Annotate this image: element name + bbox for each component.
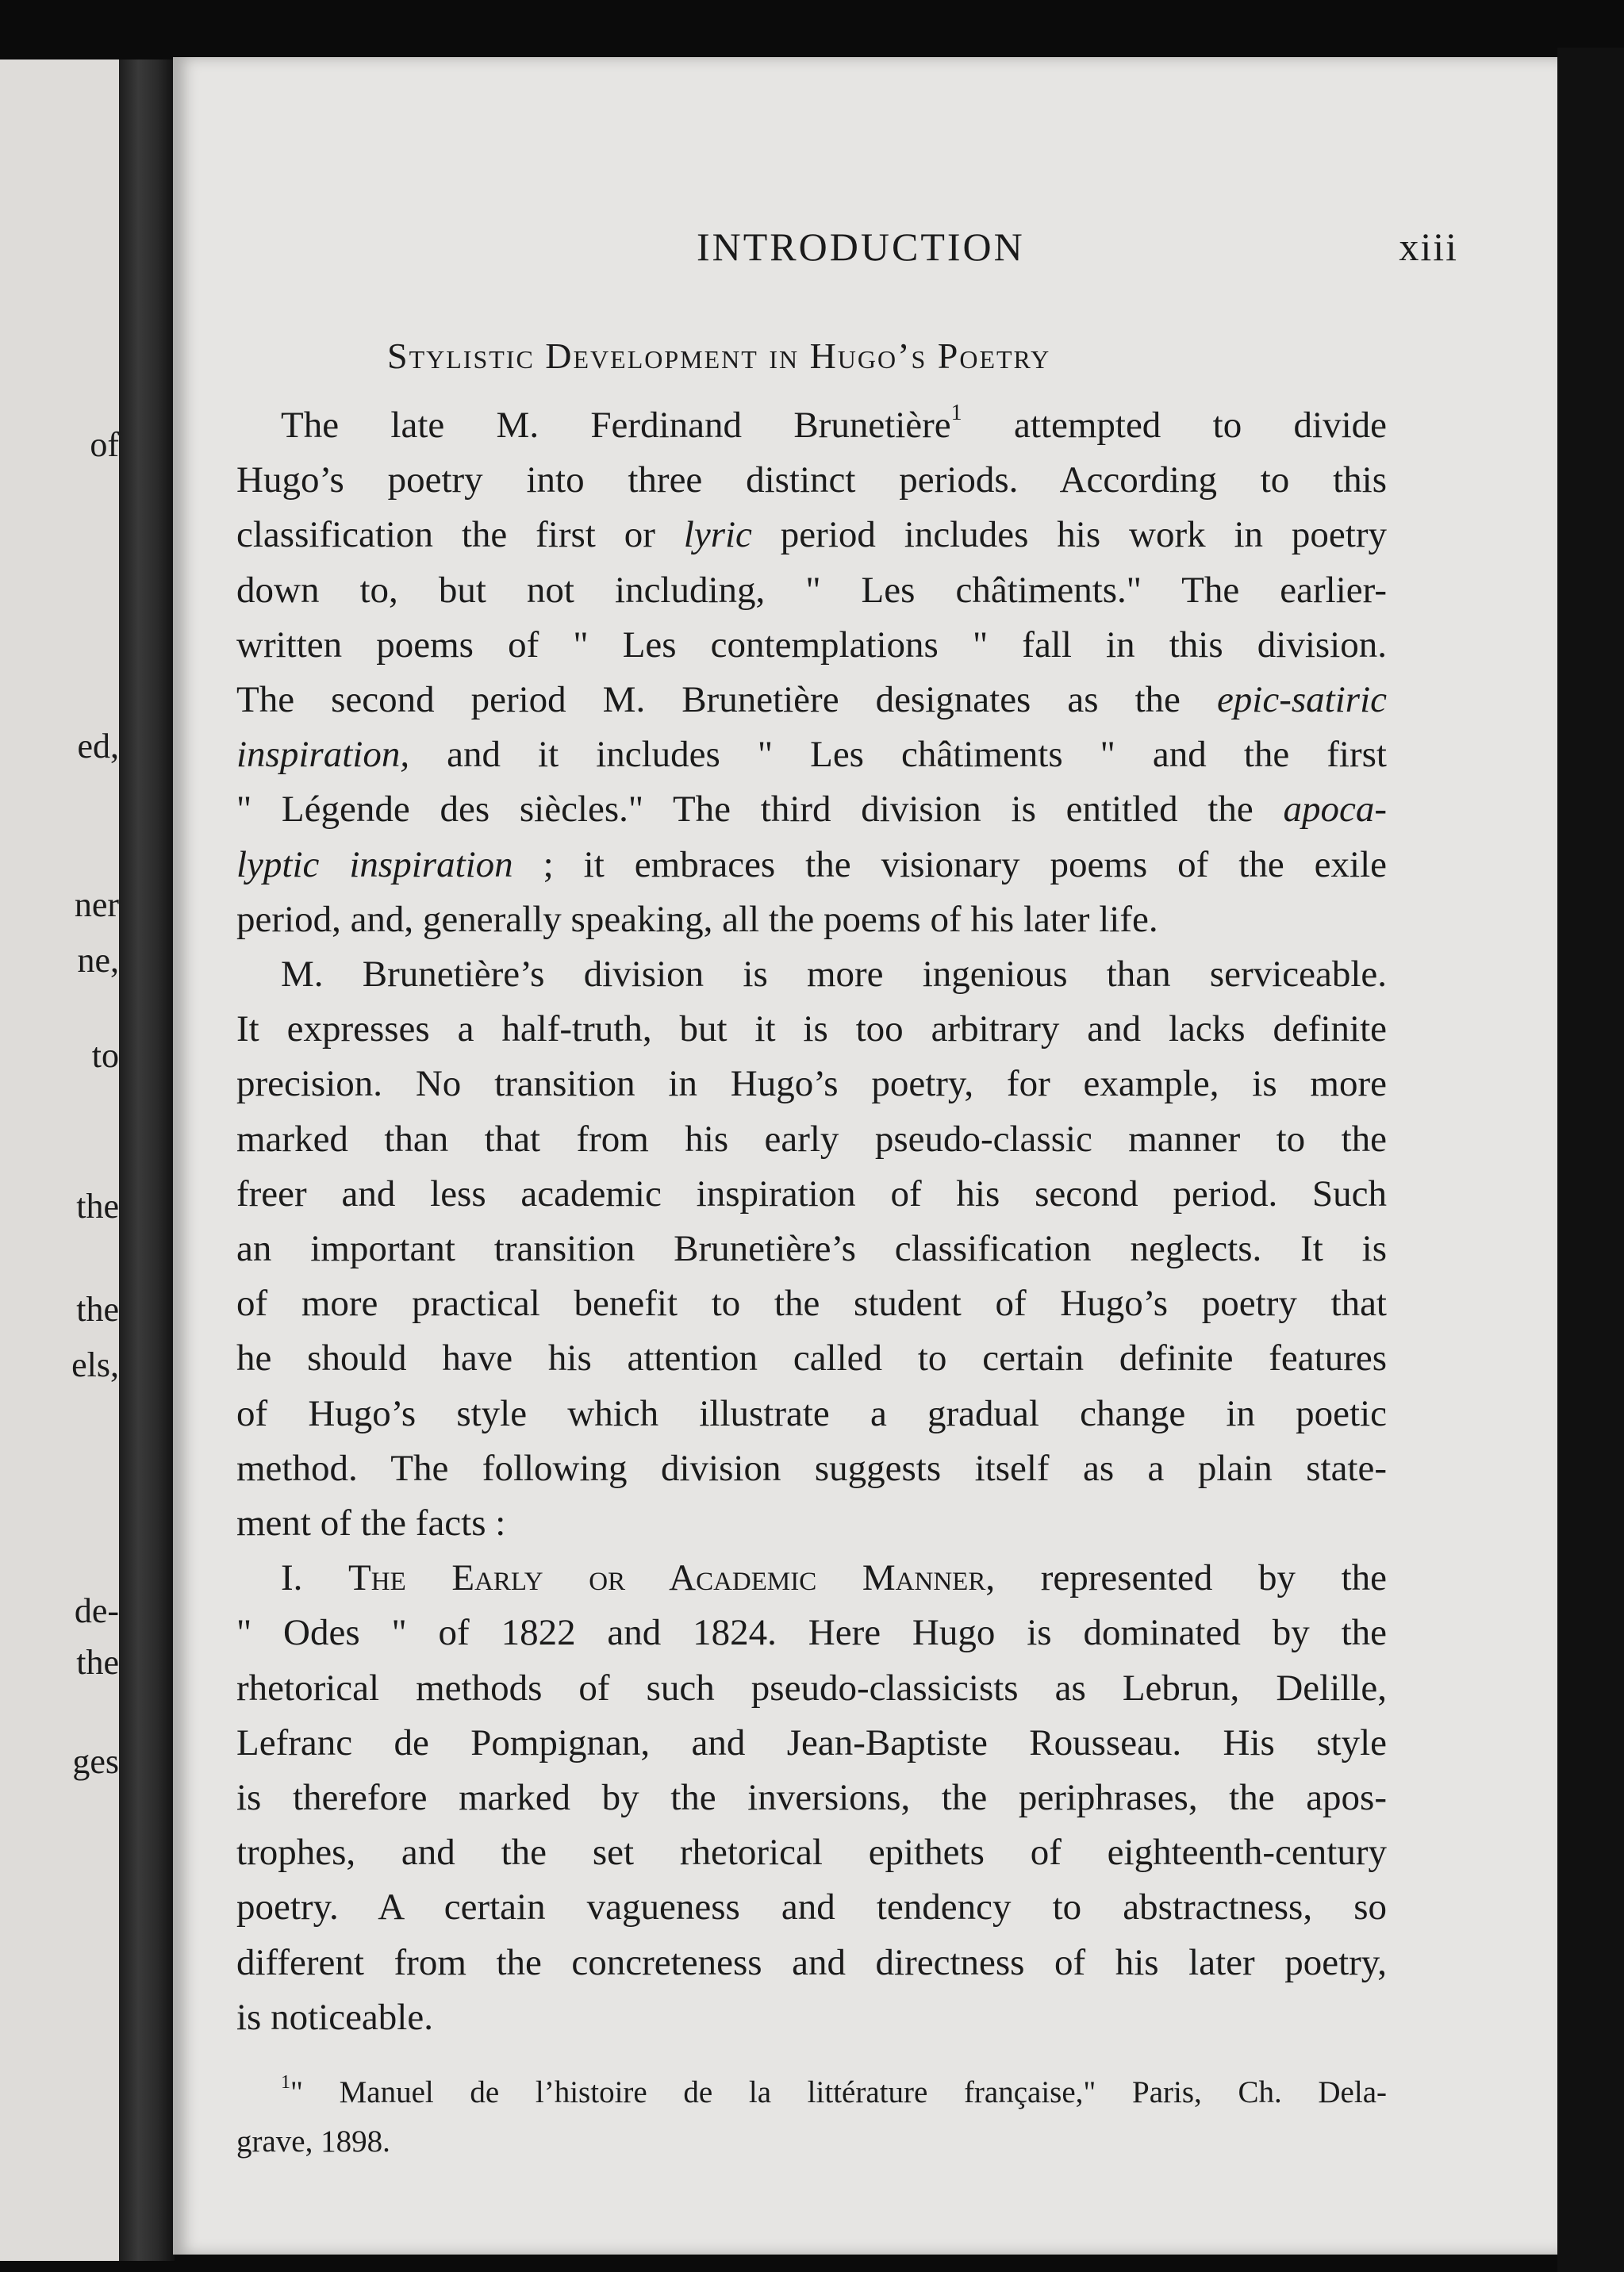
text-line: ment of the facts : (236, 1503, 506, 1545)
text-line (236, 398, 1387, 453)
footnote-number: 1 (281, 2072, 290, 2093)
text-line (236, 1551, 1387, 1606)
text-line (236, 727, 1387, 782)
paragraph (236, 947, 1387, 1551)
text-line: an important transition Brunetière’s classification neglects. It is (236, 1228, 1387, 1270)
book-gutter (119, 59, 175, 2261)
text-line (236, 508, 1387, 562)
italic-term: apoca- (1283, 789, 1387, 831)
text-line (236, 782, 1387, 837)
text-line: down to, but not including, " Les châtiments." The earlier- (236, 569, 1387, 611)
scan-border (1557, 48, 1624, 2272)
left-page-fragment: to (91, 1036, 119, 1075)
left-page-fragment: the (76, 1187, 119, 1226)
text-run: The late M. Ferdinand Brunetière (281, 405, 951, 446)
text-line: rhetorical methods of such pseudo-classicists as Lebrun, Delille, (236, 1667, 1387, 1709)
paragraph (236, 1551, 1387, 2045)
footnote-marker: 1 (950, 401, 962, 425)
left-page-fragment: the (76, 1643, 119, 1682)
page-number: xiii (1399, 225, 1458, 269)
text-line: is noticeable. (236, 1996, 433, 2038)
text-run: " Légende des siècles." The third division is entitled the (236, 789, 1284, 831)
running-head-title: INTRODUCTION (697, 225, 1025, 269)
text-line: M. Brunetière’s division is more ingenious than serviceable. (281, 954, 1387, 996)
text-line: trophes, and the set rhetorical epithets of eighteenth-century (236, 1832, 1387, 1874)
left-page-fragment: the (76, 1290, 119, 1329)
footnote-line (236, 2068, 1387, 2117)
text-line: method. The following division suggests itself as a plain state- (236, 1447, 1387, 1489)
text-line: It expresses a half-truth, but it is too arbitrary and lacks definite (236, 1008, 1387, 1050)
small-caps-heading: The Early or Academic Manner, (348, 1557, 996, 1599)
left-page-fragment: els, (71, 1345, 119, 1384)
text-run: The second period M. Brunetière designates as the (236, 679, 1217, 721)
text-line (236, 673, 1387, 727)
text-line: written poems of " Les contemplations " fall in this division. (236, 624, 1387, 666)
text-run: represented by the (995, 1557, 1388, 1599)
section-heading: Stylistic Development in Hugo’s Poetry (387, 336, 1051, 376)
left-page-fragment: ner (74, 885, 119, 924)
text-run: period includes his work in poetry (751, 514, 1387, 556)
left-page-fragment: ne, (77, 941, 119, 980)
text-line: poetry. A certain vagueness and tendency to abstractness, so (236, 1886, 1387, 1929)
text-line: of Hugo’s style which illustrate a gradual change in poetic (236, 1392, 1387, 1434)
italic-term: lyric (683, 514, 752, 556)
left-page-fragment: ges (72, 1742, 119, 1781)
text-line: Hugo’s poetry into three distinct periods. According to this (236, 459, 1387, 501)
text-line: of more practical benefit to the student of Hugo’s poetry that (236, 1283, 1387, 1325)
footnote-line: grave, 1898. (236, 2124, 390, 2159)
text-line: period, and, generally speaking, all the poems of his later life. (236, 898, 1158, 940)
paragraph (236, 398, 1387, 947)
text-line: marked than that from his early pseudo-classic manner to the (236, 1118, 1387, 1160)
text-run: I. (281, 1557, 349, 1599)
text-run: classification the first or (236, 514, 684, 556)
text-line: different from the concreteness and directness of his later poetry, (236, 1941, 1387, 1983)
text-run: and it includes " Les châtiments " and the first (409, 734, 1387, 776)
footnote (236, 2068, 1387, 2166)
italic-term: lyptic inspiration (236, 843, 513, 885)
text-line: he should have his attention called to certain definite features (236, 1337, 1387, 1380)
running-head (236, 224, 1458, 271)
text-line: is therefore marked by the inversions, the periphrases, the apos- (236, 1777, 1387, 1819)
text-line: freer and less academic inspiration of his second period. Such (236, 1172, 1387, 1215)
book-page (173, 57, 1557, 2255)
italic-term: epic-satiric (1216, 679, 1387, 721)
text-run: attempted to divide (962, 405, 1387, 446)
body-text (236, 398, 1387, 2045)
text-line: " Odes " of 1822 and 1824. Here Hugo is dominated by the (236, 1612, 1387, 1654)
left-page-fragment: de- (74, 1591, 119, 1630)
left-page-fragment: of (90, 425, 119, 464)
text-line: precision. No transition in Hugo’s poetry, for example, is more (236, 1063, 1387, 1105)
text-run: " Manuel de l’histoire de la littérature française," Paris, Ch. Dela- (290, 2075, 1387, 2109)
text-line: Lefranc de Pompignan, and Jean-Baptiste Rousseau. His style (236, 1721, 1387, 1763)
text-run: ; it embraces the visionary poems of the exile (513, 843, 1387, 885)
left-page-fragment: ed, (77, 727, 119, 766)
left-facing-page (0, 59, 119, 2261)
italic-term: inspiration, (236, 734, 410, 776)
text-line (236, 838, 1387, 892)
